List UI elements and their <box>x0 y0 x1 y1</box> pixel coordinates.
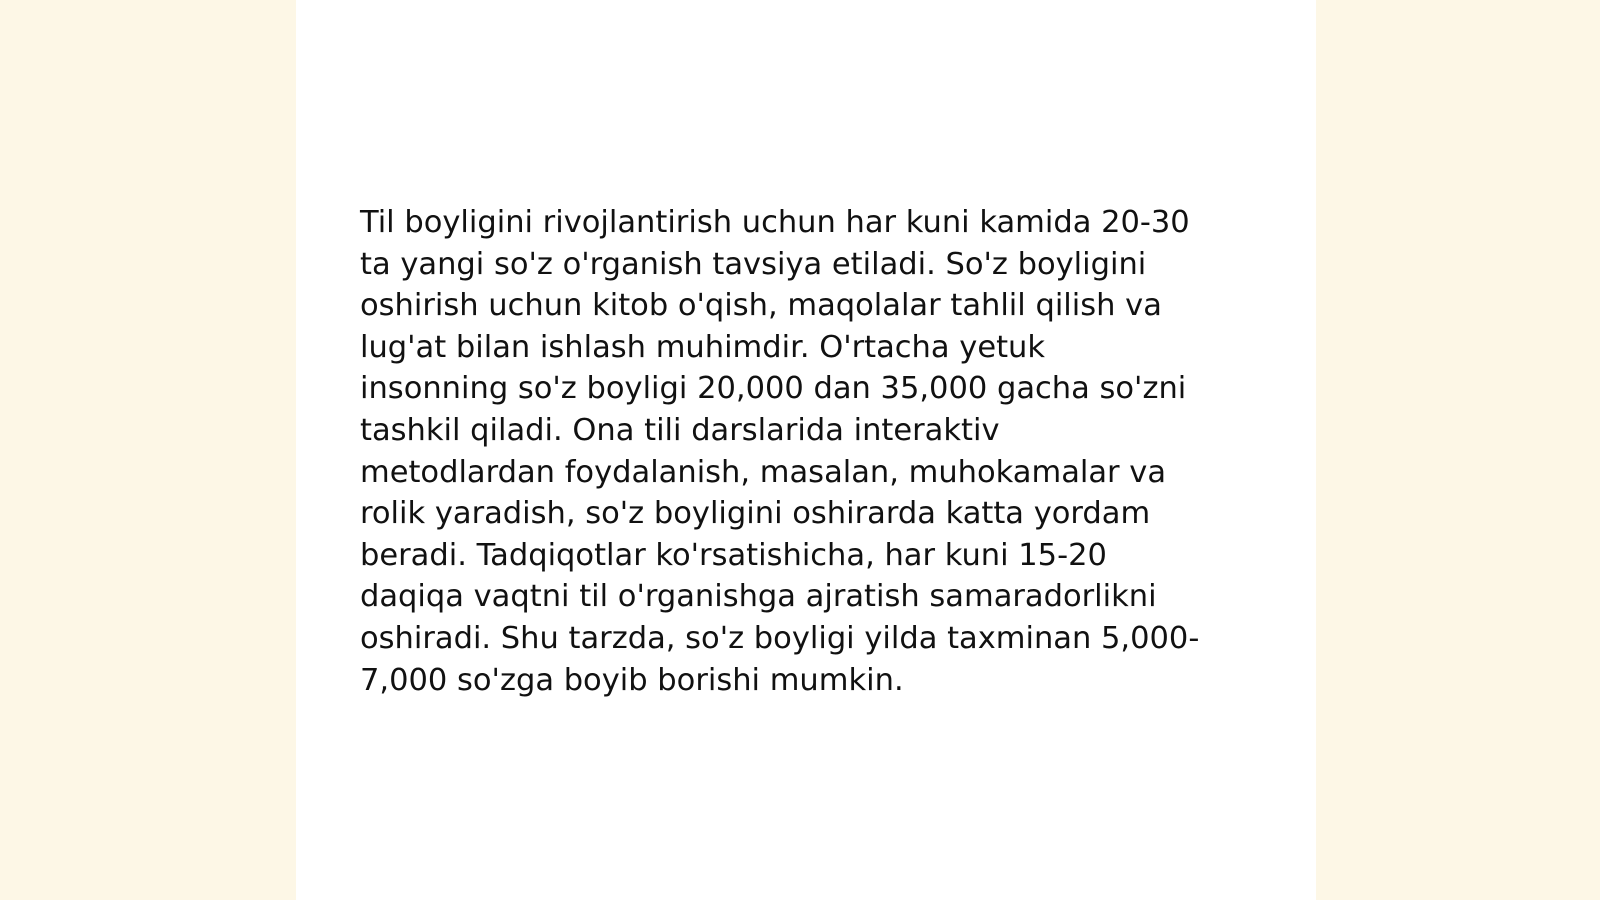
document-page <box>296 0 1316 900</box>
body-paragraph: Til boyligini rivojlantirish uchun har kuni kamida 20-30 ta yangi so'z o'rganish tavsiya etiladi. So'z boyligini oshirish uchun kitob o'qish, maqolalar tahlil qilish va lug'at bilan ishlash muhimdir. O'rtacha yetuk insonning so'z boyligi 20,000 dan 35,000 gacha so'zni tashkil qiladi. Ona tili darslarida interaktiv metodlardan foydalanish, masalan, muhokamalar va rolik yaradish, so'z boyligini oshirarda katta yordam beradi. Tadqiqotlar ko'rsatishicha, har kuni 15-20 daqiqa vaqtni til o'rganishga ajratish samaradorlikni oshiradi. Shu tarzda, so'z boyligi yilda taxminan 5,000- 7,000 so'zga boyib borishi mumkin. <box>360 205 1200 698</box>
